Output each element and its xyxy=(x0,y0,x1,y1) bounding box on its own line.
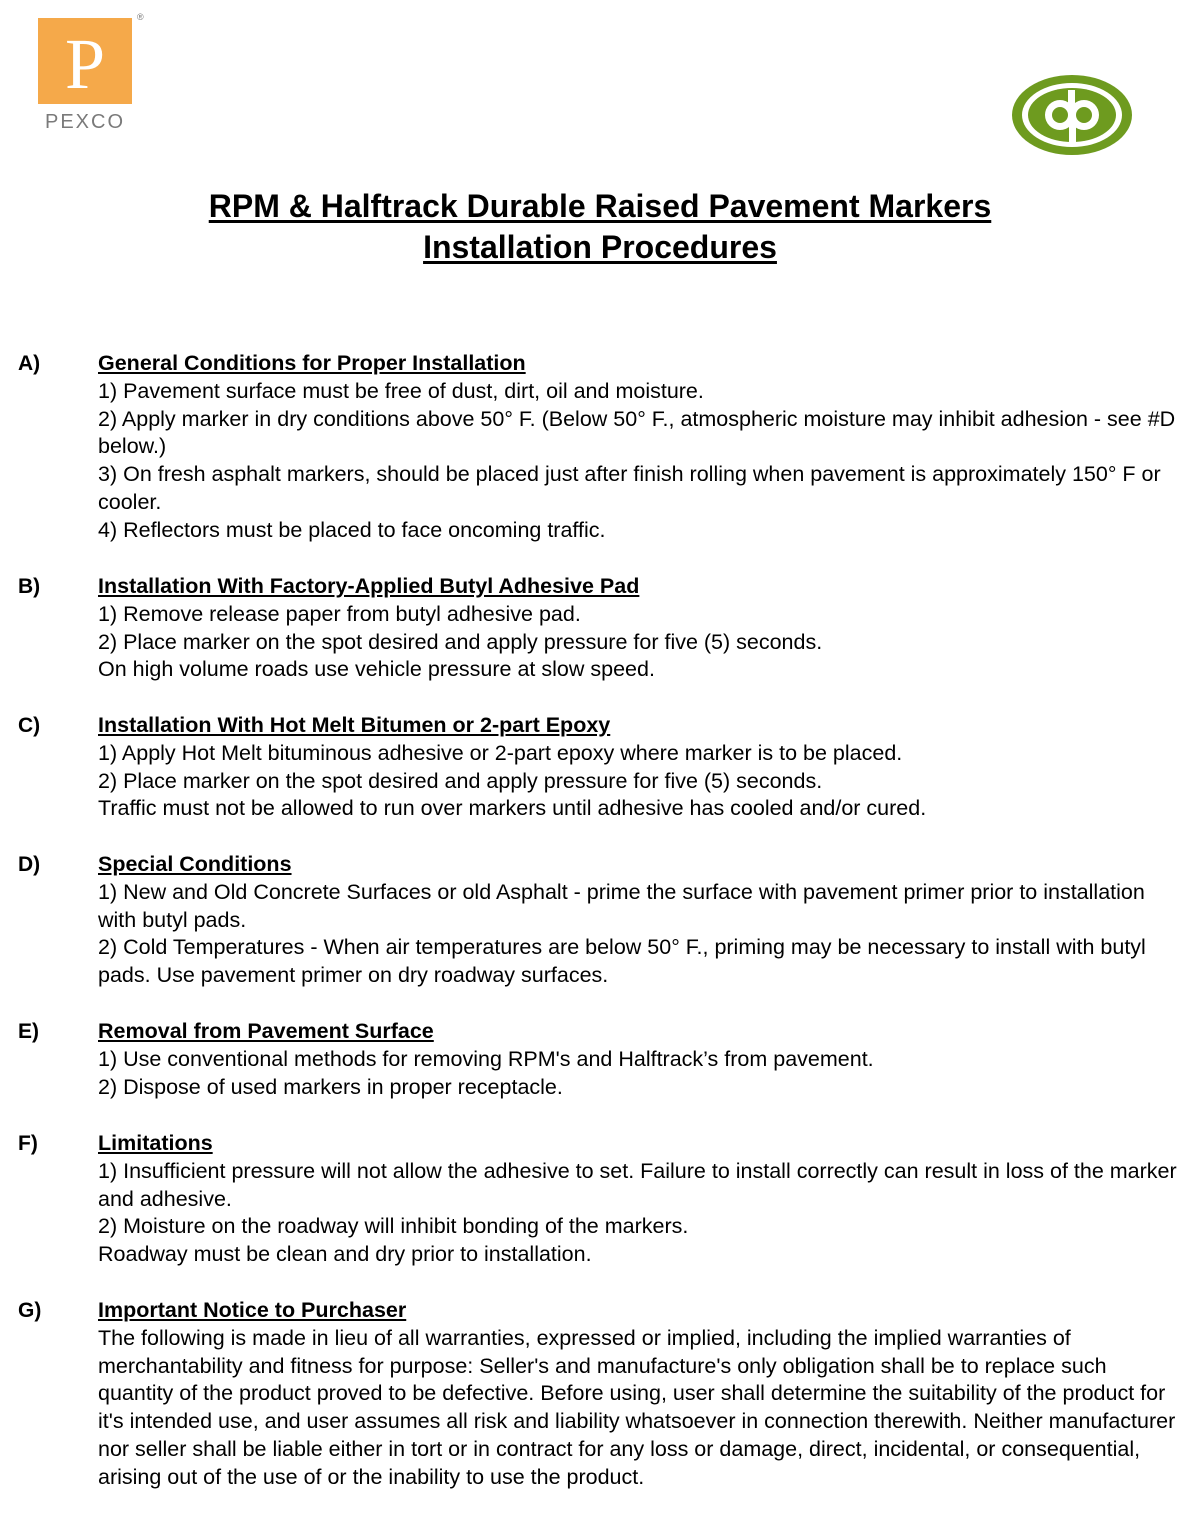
section-heading: Installation With Factory-Applied Butyl Adhesive Pad xyxy=(98,574,640,598)
section-heading: Removal from Pavement Surface xyxy=(98,1019,434,1043)
section-letter: F) xyxy=(18,1132,38,1155)
section-line: 3) On fresh asphalt markers, should be placed just after finish rolling when pavement is approximately 150° F or cooler. xyxy=(98,462,1161,514)
section-line: 1) Pavement surface must be free of dust, dirt, oil and moisture. xyxy=(98,378,704,403)
section-heading: Limitations xyxy=(98,1131,213,1155)
section-letter: A) xyxy=(18,352,41,375)
section-line: 1) Remove release paper from butyl adhesive pad. xyxy=(98,601,581,626)
section-line: 2) Cold Temperatures - When air temperatures are below 50° F., priming may be necessary to install with butyl pads. Use pavement primer on dry roadway surfaces. xyxy=(98,935,1146,988)
section-line: 2) Dispose of used markers in proper receptacle. xyxy=(98,1074,563,1099)
section-line: 1) New and Old Concrete Surfaces or old Asphalt - prime the surface with pavement primer prior to installation with butyl pads. xyxy=(98,879,1145,932)
section-line: 1) Apply Hot Melt bituminous adhesive or 2-part epoxy where marker is to be placed. xyxy=(98,740,903,765)
section-line: 4) Reflectors must be placed to face oncoming traffic. xyxy=(98,517,606,542)
title-line-2: Installation Procedures xyxy=(423,229,777,265)
pexco-logo-letter: P xyxy=(64,24,106,104)
section-line: 1) Use conventional methods for removing RPM's and Halftrack’s from pavement. xyxy=(98,1046,874,1071)
section-letter: C) xyxy=(18,714,41,737)
section-letter: G) xyxy=(18,1299,42,1322)
section-heading: General Conditions for Proper Installation xyxy=(98,351,526,375)
title-line-1: RPM & Halftrack Durable Raised Pavement Markers xyxy=(208,188,992,224)
section-heading: Special Conditions xyxy=(98,852,292,876)
section-letter: B) xyxy=(18,575,41,598)
section-line: The following is made in lieu of all warranties, expressed or implied, including the implied warranties of merchantability and fitness for purpose: Seller's and manufacture's only obligation shall be to replace such quantity of the product proved to be defective. Before using, user shall determine the suitability of the product for it's intended use, and user assumes all risk and liability whatsoever in connection therewith. Neither manufacturer nor seller shall be liable either in tort or in contract for any loss or damage, direct, incidental, or consequential, arising out of the use of or the inability to use the product. xyxy=(98,1325,1176,1489)
section-heading: Important Notice to Purchaser xyxy=(98,1298,407,1322)
section-line: 1) Insufficient pressure will not allow the adhesive to set. Failure to install correctly can result in loss of the marker and adhesive. xyxy=(98,1158,1177,1211)
section-letter: D) xyxy=(18,853,41,876)
section-line: 2) Apply marker in dry conditions above 50° F. (Below 50° F., atmospheric moisture may inhibit adhesion - see #D below.) xyxy=(98,406,1176,459)
dp-logo-icon xyxy=(1010,72,1134,158)
pexco-logo-mark xyxy=(38,18,132,104)
registered-mark: ® xyxy=(137,12,144,22)
section-line: 2) Place marker on the spot desired and apply pressure for five (5) seconds. xyxy=(98,629,823,654)
section-heading: Installation With Hot Melt Bitumen or 2-part Epoxy xyxy=(98,713,611,737)
section-line: 2) Place marker on the spot desired and apply pressure for five (5) seconds. xyxy=(98,768,823,793)
section-line: 2) Moisture on the roadway will inhibit bonding of the markers. xyxy=(98,1214,689,1239)
section-line: Traffic must not be allowed to run over markers until adhesive has cooled and/or cured. xyxy=(98,796,927,821)
section-line: Roadway must be clean and dry prior to installation. xyxy=(98,1242,592,1267)
pexco-wordmark: PEXCO xyxy=(44,111,126,133)
page-title xyxy=(0,186,1200,268)
section-line: On high volume roads use vehicle pressure at slow speed. xyxy=(98,657,655,682)
section-letter: E) xyxy=(18,1020,39,1043)
